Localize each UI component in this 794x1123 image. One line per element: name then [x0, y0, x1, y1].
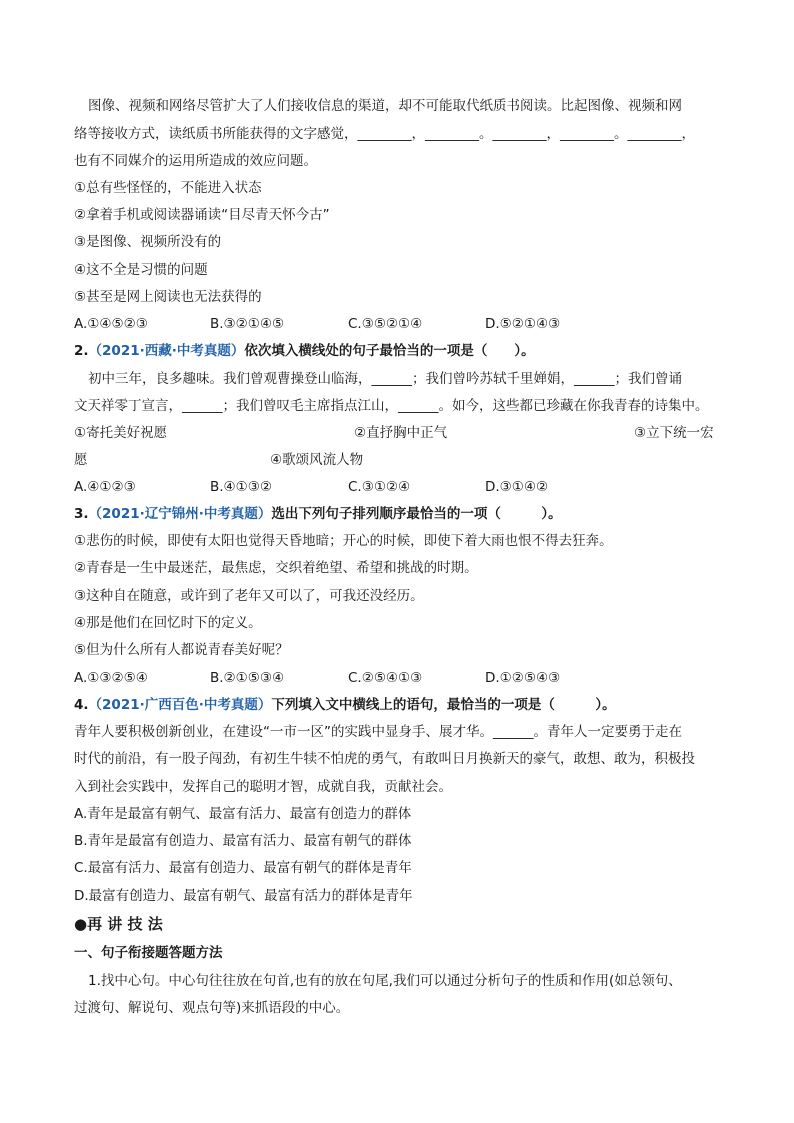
q3-choice-c[interactable]: C.②⑤④①③: [348, 670, 423, 686]
q3-option-2: ②青春是一生中最迷茫，最焦虑，交织着绝望、希望和挑战的时期。: [74, 560, 478, 576]
q3-option-1: ①悲伤的时候，即使有太阳也觉得天昏地暗；开心的时候，即使下着大雨也恨不得去狂奔。: [74, 533, 613, 549]
q4-number: 4.: [74, 697, 89, 713]
q1-stem-line-2: 络等接收方式，读纸质书所能获得的文字感觉，________，________。________，________。________，: [74, 126, 695, 142]
q4-header: [74, 695, 616, 715]
q2-option-2: ②直抒胸中正气: [354, 425, 448, 441]
q3-option-4: ④那是他们在回忆时下的定义。: [74, 615, 262, 631]
q3-choice-b[interactable]: B.②①⑤③④: [210, 670, 285, 686]
q2-choice-b[interactable]: B.④①③②: [210, 479, 272, 495]
q2-choice-a[interactable]: A.④①②③: [74, 479, 136, 495]
q4-passage-line-2: 时代的前沿，有一股子闯劲，有初生牛犊不怕虎的勇气，有敢叫日月换新天的豪气，敢想、敢为，积极投: [74, 751, 695, 767]
q1-stem-line-1: 图像、视频和网络尽管扩大了人们接收信息的渠道，却不可能取代纸质书阅读。比起图像、视频和网: [88, 98, 682, 114]
q2-option-3-cont: 愿: [74, 452, 88, 468]
q1-option-3: ③是图像、视频所没有的: [74, 234, 222, 250]
q1-option-1: ①总有些怪怪的，不能进入状态: [74, 180, 262, 196]
q1-choice-b[interactable]: B.③②①④⑤: [210, 316, 285, 332]
q3-choice-a[interactable]: A.①③②⑤④: [74, 670, 148, 686]
q4-source: （2021·广西百色·中考真题）: [88, 697, 272, 713]
q2-prompt: 依次填入横线处的句子最恰当的一项是（ ）。: [244, 343, 535, 359]
method-paragraph-line-2: 过渡句、解说句、观点句等)来抓语段的中心。: [74, 1000, 350, 1016]
q4-prompt: 下列填入文中横线上的语句，最恰当的一项是（ ）。: [271, 697, 616, 713]
q2-header: [74, 341, 535, 361]
q3-number: 3.: [74, 506, 89, 522]
q3-source: （2021·辽宁锦州·中考真题）: [88, 506, 272, 522]
q1-choice-d[interactable]: D.⑤②①④③: [485, 316, 561, 332]
q2-passage-line-1: 初中三年，良多趣味。我们曾观曹操登山临海，______；我们曾吟苏轼千里婵娟，______；我们曾诵: [88, 371, 682, 387]
q1-option-4: ④这不全是习惯的问题: [74, 262, 208, 278]
q2-choice-c[interactable]: C.③①②④: [348, 479, 411, 495]
q1-option-5: ⑤甚至是网上阅读也无法获得的: [74, 289, 262, 305]
q4-passage-line-3: 入到社会实践中，发挥自己的聪明才智，成就自我，贡献社会。: [74, 779, 452, 795]
q3-prompt: 选出下列句子排列顺序最恰当的一项（ ）。: [271, 506, 562, 522]
q3-option-5: ⑤但为什么所有人都说青春美好呢？: [74, 642, 289, 658]
method-heading: 一、句子衔接题答题方法: [74, 945, 223, 961]
q2-number: 2.: [74, 343, 89, 359]
q4-choice-b[interactable]: B.青年是最富有创造力、最富有活力、最富有朝气的群体: [74, 833, 412, 849]
q2-option-4: ④歌颂风流人物: [270, 452, 364, 468]
q1-stem-line-3: 也有不同媒介的运用所造成的效应问题。: [74, 153, 317, 169]
q1-choice-c[interactable]: C.③⑤②①④: [348, 316, 423, 332]
q4-passage-line-1: 青年人要积极创新创业，在建设“一市一区”的实践中显身手、展才华。______。青年人一定要勇于走在: [74, 724, 682, 740]
q4-choice-d[interactable]: D.最富有创造力、最富有朝气、最富有活力的群体是青年: [74, 888, 413, 904]
q2-source: （2021·西藏·中考真题）: [88, 343, 245, 359]
q4-choice-a[interactable]: A.青年是最富有朝气、最富有活力、最富有创造力的群体: [74, 806, 412, 822]
q2-passage-line-2: 文天祥零丁宣言，______；我们曾叹毛主席指点江山，______。如今，这些都已珍藏在你我青春的诗集中。: [74, 398, 709, 414]
q3-header: [74, 504, 562, 524]
q1-option-2: ②拿着手机或阅读器诵读“目尽青天怀今古”: [74, 207, 330, 223]
q2-choice-d[interactable]: D.③①④②: [485, 479, 549, 495]
q3-choice-d[interactable]: D.①②⑤④③: [485, 670, 561, 686]
section-title: ●再 讲 技 法: [74, 915, 163, 933]
q1-choice-a[interactable]: A.①④⑤②③: [74, 316, 148, 332]
q4-choice-c[interactable]: C.最富有活力、最富有创造力、最富有朝气的群体是青年: [74, 860, 412, 876]
method-paragraph-line-1: 1.找中心句。中心句往往放在句首,也有的放在句尾,我们可以通过分析句子的性质和作用(如总领句、: [88, 973, 682, 989]
q2-option-3: ③立下统一宏: [634, 425, 714, 441]
q3-option-3: ③这种自在随意，或许到了老年又可以了，可我还没经历。: [74, 588, 424, 604]
q2-option-1: ①寄托美好祝愿: [74, 425, 168, 441]
